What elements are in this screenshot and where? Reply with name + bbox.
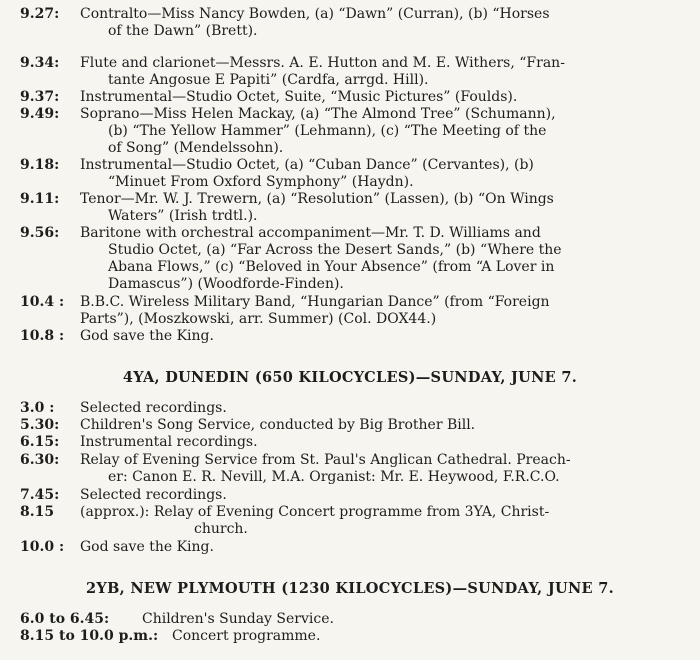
programme-item-911 (20, 191, 680, 225)
programme-item-4ya-530 (20, 417, 680, 434)
item-time: 9.11: (20, 191, 60, 207)
programme-item-4ya-745 (20, 487, 680, 504)
item-time: 6.15: (20, 434, 60, 450)
programme-item-4ya-815 (20, 504, 680, 538)
programme-item-4ya-300 (20, 400, 680, 417)
programme-item-927 (20, 6, 680, 40)
programme-item-2yb-600 (20, 611, 680, 628)
item-text: Selected recordings. (80, 487, 227, 503)
item-text: God save the King. (80, 539, 214, 555)
item-time: 6.30: (20, 452, 60, 468)
item-text: Tenor—Mr. W. J. Trewern, (a) “Resolution” (Lassen), (b) “On Wings Waters” (Irish trdtl.). (80, 191, 554, 224)
item-time: 3.0 : (20, 400, 55, 416)
item-time: 10.8 : (20, 328, 65, 344)
item-time: 9.37: (20, 89, 60, 105)
item-text: Baritone with orchestral accompaniment—Mr. T. D. Williams and Studio Octet, (a) “Far Across the Desert Sands,” (b) “Where the Abana Flows,” (c) “Beloved in Your Absence” (from “A Lover in Damascus”) (Woodforde-Finden). (80, 225, 562, 292)
item-time: 9.34: (20, 55, 60, 71)
item-time: 5.30: (20, 417, 60, 433)
programme-item-949 (20, 106, 680, 157)
programme-item-4ya-630 (20, 452, 680, 486)
item-text: Relay of Evening Service from St. Paul's Anglican Cathedral. Preach- er: Canon E. R. Nevill, M.A. Organist: Mr. E. Heywood, F.R.C.O. (80, 452, 571, 485)
item-time: 8.15 to 10.0 p.m.: (20, 628, 159, 644)
item-text: Instrumental—Studio Octet, Suite, “Music Pictures” (Foulds). (80, 89, 518, 105)
item-time: 9.49: (20, 106, 60, 122)
programme-item-104 (20, 294, 680, 328)
item-text: Selected recordings. (80, 400, 227, 416)
item-text: Contralto—Miss Nancy Bowden, (a) “Dawn” (Curran), (b) “Horses of the Dawn” (Brett). (80, 6, 550, 39)
programme-item-4ya-615 (20, 434, 680, 451)
item-text: (approx.): Relay of Evening Concert programme from 3YA, Christ- church. (80, 504, 550, 537)
programme-item-4ya-1000 (20, 539, 680, 556)
item-text: God save the King. (80, 328, 214, 344)
programme-item-934 (20, 55, 680, 89)
programme-item-918 (20, 157, 680, 191)
item-time: 9.27: (20, 6, 60, 22)
programme-item-956 (20, 225, 680, 293)
section-heading-4ya: 4YA, DUNEDIN (650 KILOCYCLES)—SUNDAY, JUNE 7. (122, 369, 578, 386)
item-time: 10.0 : (20, 539, 65, 555)
item-time: 6.0 to 6.45: (20, 611, 110, 627)
programme-item-937 (20, 89, 680, 106)
item-time: 7.45: (20, 487, 60, 503)
item-text: Children's Sunday Service. (142, 611, 334, 627)
item-time: 9.18: (20, 157, 60, 173)
item-text: Concert programme. (172, 628, 321, 644)
item-text: Children's Song Service, conducted by Big Brother Bill. (80, 417, 476, 433)
item-text: B.B.C. Wireless Military Band, “Hungarian Dance” (from “Foreign Parts”), (Moszkowski, arr. Summer) (Col. DOX44.) (80, 294, 550, 327)
item-text: Flute and clarionet—Messrs. A. E. Hutton and M. E. Withers, “Fran- tante Angosue E Papiti” (Cardfa, arrgd. Hill). (80, 55, 565, 88)
item-text: Soprano—Miss Helen Mackay, (a) “The Almond Tree” (Schumann), (b) “The Yellow Hammer” (Lehmann), (c) “The Meeting of the of Song” (Mendelssohn). (80, 106, 556, 156)
section-heading-2yb: 2YB, NEW PLYMOUTH (1230 KILOCYCLES)—SUNDAY, JUNE 7. (86, 580, 614, 597)
item-text: Instrumental recordings. (80, 434, 258, 450)
item-text: Instrumental—Studio Octet, (a) “Cuban Dance” (Cervantes), (b) “Minuet From Oxford Symphony” (Haydn). (80, 157, 534, 190)
item-time: 10.4 : (20, 294, 65, 310)
item-time: 8.15 (20, 504, 55, 520)
item-time: 9.56: (20, 225, 60, 241)
programme-item-108 (20, 328, 680, 345)
programme-item-2yb-815 (20, 628, 680, 645)
